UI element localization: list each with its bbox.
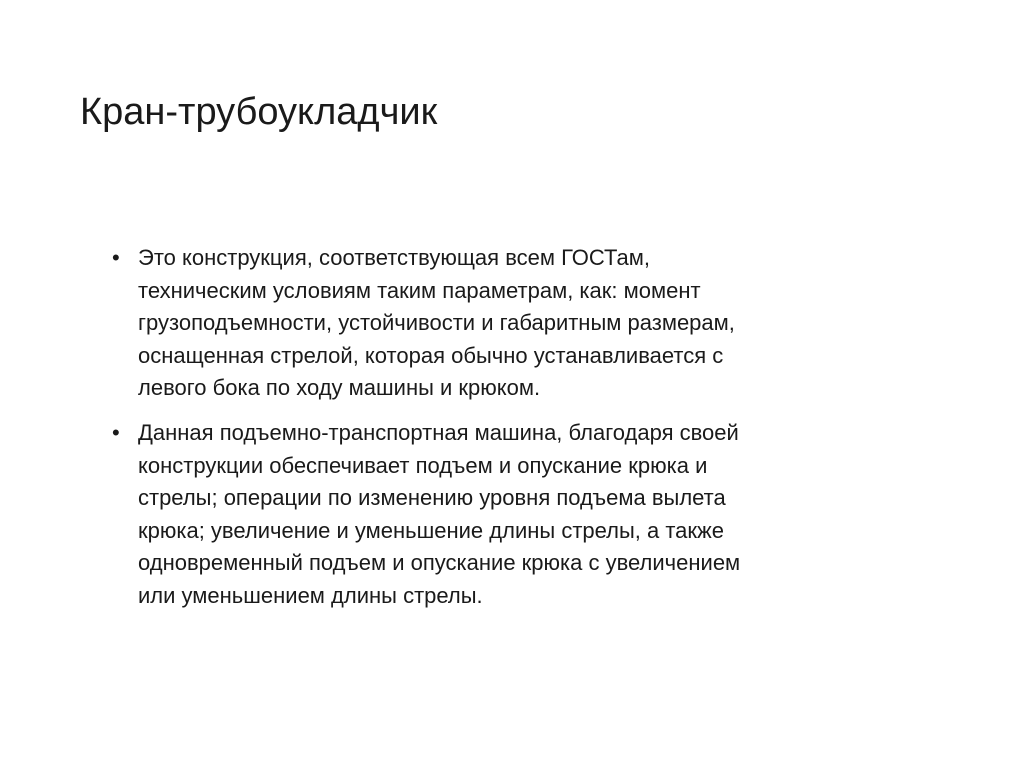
bullet-item <box>112 417 932 613</box>
bullet-text-line: Это конструкция, соответствующая всем ГОСТам, <box>138 245 650 270</box>
bullet-text-line: оснащенная стрелой, которая обычно устанавливается с <box>138 342 724 368</box>
bullet-text-line: конструкции обеспечивает подъем и опускание крюка и <box>138 452 708 478</box>
bullet-text-line: стрелы; операции по изменению уровня подъема вылета <box>138 485 726 511</box>
bullet-text-line: техническим условиям таким параметрам, как: момент <box>138 277 701 303</box>
bullet-text-line: крюка; увеличение и уменьшение длины стрелы, а также <box>138 517 724 543</box>
bullet-text-line: или уменьшением длины стрелы. <box>138 582 483 608</box>
bullet-list <box>112 242 932 625</box>
bullet-item <box>112 242 932 405</box>
bullet-point-icon: • <box>112 419 120 445</box>
bullet-text-line: грузоподъемности, устойчивости и габаритным размерам, <box>138 310 735 336</box>
bullet-text-line: одновременный подъем и опускание крюка с увеличением <box>138 550 741 576</box>
bullet-point-icon: • <box>112 245 120 270</box>
bullet-text-line: Данная подъемно-транспортная машина, благодаря своей <box>138 419 739 445</box>
slide-title: Кран-трубоукладчик <box>80 91 438 133</box>
bullet-text-line: левого бока по ходу машины и крюком. <box>138 375 541 401</box>
